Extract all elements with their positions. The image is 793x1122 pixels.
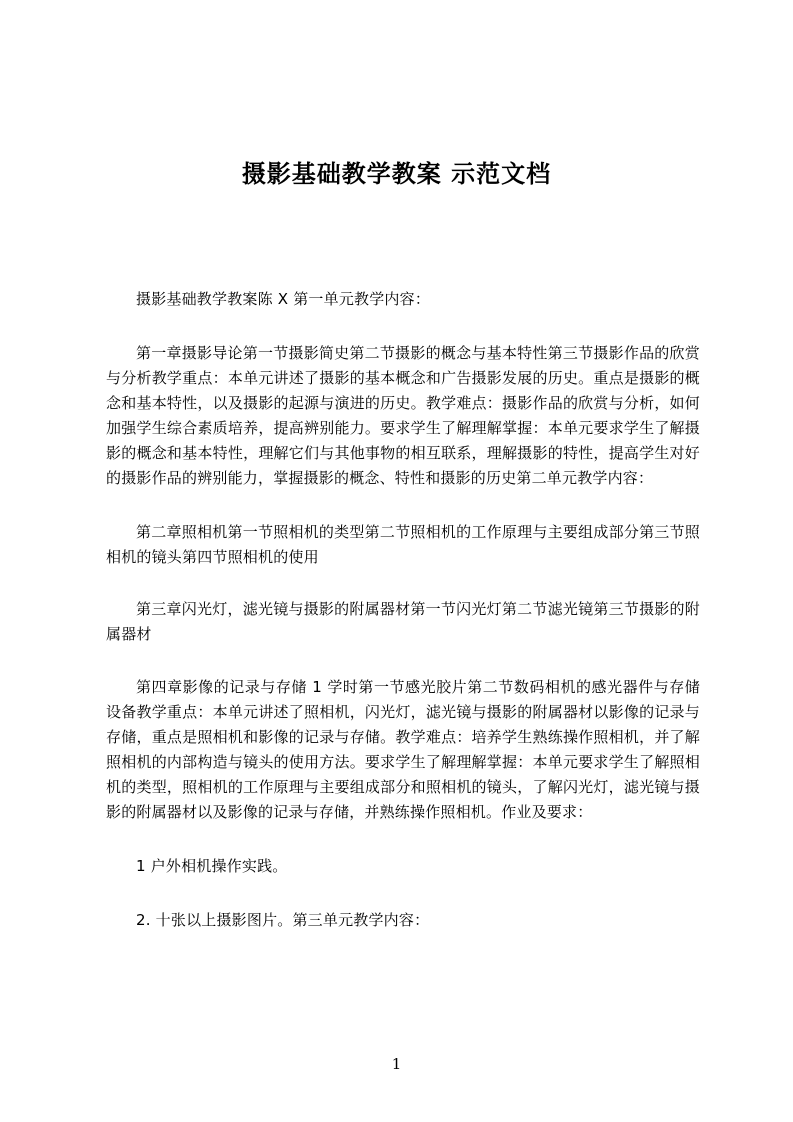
paragraph-spacing bbox=[106, 647, 700, 675]
paragraph-spacing bbox=[106, 312, 700, 341]
assignment-item-one: 1 户外相机操作实践。 bbox=[136, 857, 288, 875]
paragraph-chapter-one: 第一章摄影导论第一节摄影简史第二节摄影的概念与基本特性第三节摄影作品的欣赏与分析教学重点：本单元讲述了摄影的基本概念和广告摄影发展的历史。重点是摄影的概念和基本特性，以及摄影的起源与演进的历史。教学难点：摄影作品的欣赏与分析，如何加强学生综合素质培养，提高辨别能力。要求学生了解理解掌握：本单元要求学生了解摄影的概念和基本特性，理解它们与其他事物的相互联系，理解摄影的特性，提高学生对好的摄影作品的辨别能力，掌握摄影的概念、特性和摄影的历史第二单元教学内容： bbox=[106, 344, 700, 487]
paragraph-chapter-two: 第二章照相机第一节照相机的类型第二节照相机的工作原理与主要组成部分第三节照相机的镜头第四节照相机的使用 bbox=[106, 523, 700, 566]
assignment-item-two: 2. 十张以上摄影图片。第三单元教学内容： bbox=[136, 911, 430, 929]
paragraph-course-heading: 摄影基础教学教案陈 X 第一单元教学内容： bbox=[136, 290, 431, 308]
paragraph-spacing bbox=[106, 879, 700, 908]
paragraph-spacing bbox=[106, 570, 700, 597]
paragraph-chapter-four: 第四章影像的记录与存储 1 学时第一节感光胶片第二节数码相机的感光器件与存储设备教学重点：本单元讲述了照相机，闪光灯，滤光镜与摄影的附属器材以影像的记录与存储，重点是照相机和影像的记录与存储。教学难点：培养学生熟练操作照相机，并了解照相机的内部构造与镜头的使用方法。要求学生了解理解掌握：本单元要求学生了解照相机的类型，照相机的工作原理与主要组成部分和照相机的镜头，了解闪光灯，滤光镜与摄影的附属器材以及影像的记录与存储，并熟练操作照相机。作业及要求： bbox=[106, 678, 700, 821]
page-number: 1 bbox=[391, 1055, 402, 1073]
paragraph-spacing bbox=[106, 825, 700, 854]
document-title: 摄影基础教学教案 示范文档 bbox=[241, 160, 552, 189]
paragraph-spacing bbox=[106, 491, 700, 520]
document-body bbox=[106, 287, 700, 933]
paragraph-chapter-three: 第三章闪光灯，滤光镜与摄影的附属器材第一节闪光灯第二节滤光镜第三节摄影的附属器材 bbox=[106, 600, 700, 643]
